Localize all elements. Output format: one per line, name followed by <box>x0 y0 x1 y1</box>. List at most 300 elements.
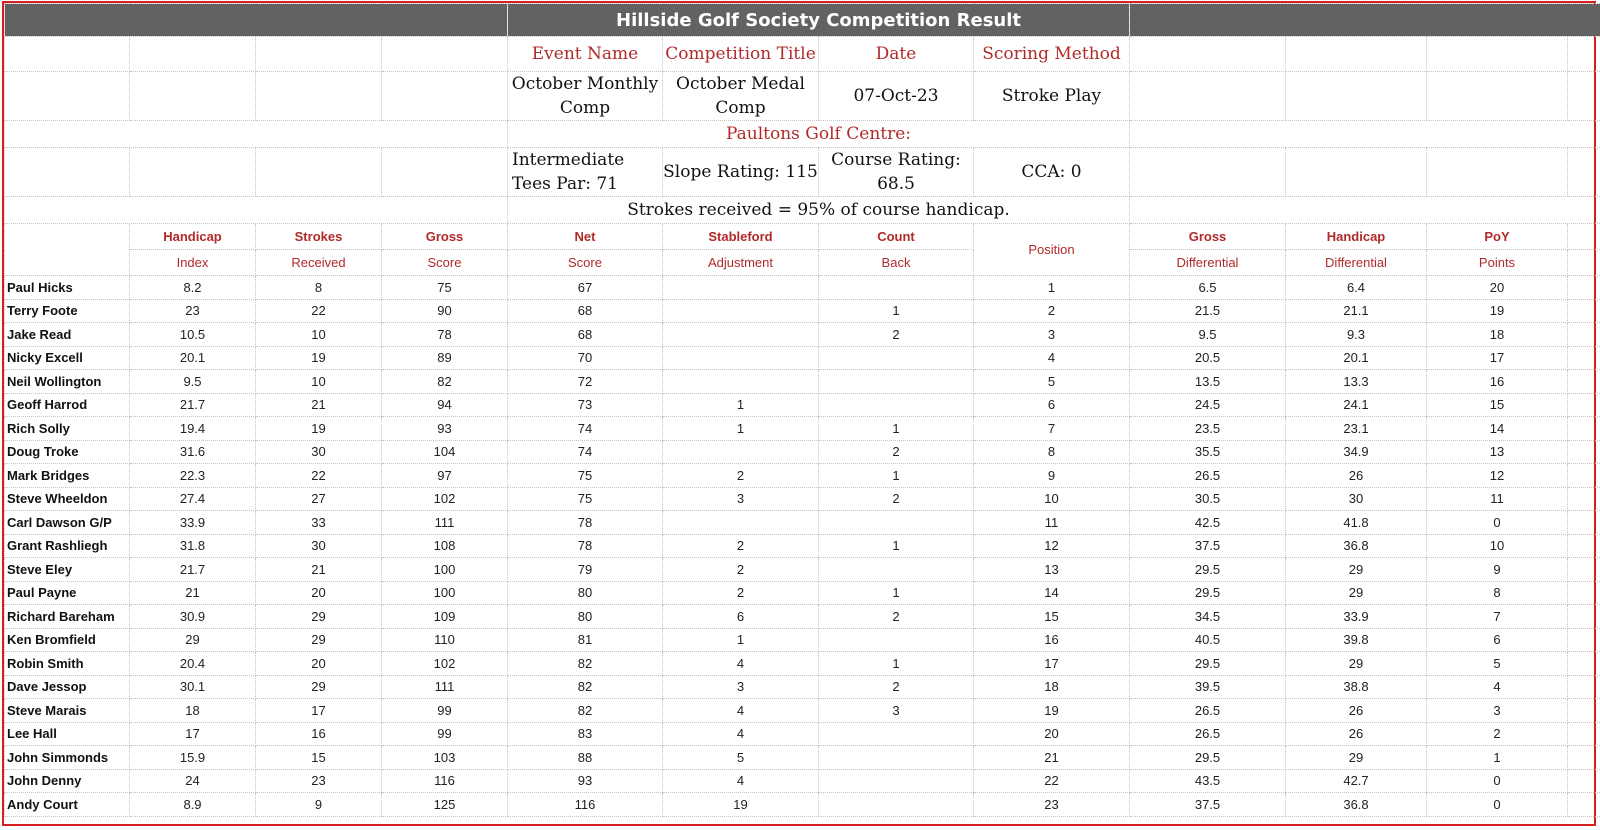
handicap-differential-cell[interactable]: 41.8 <box>1286 511 1427 535</box>
stableford-adjustment-cell[interactable] <box>663 276 819 300</box>
handicap-index-cell[interactable]: 17 <box>130 722 256 746</box>
gross-diff-subheader[interactable]: Differential <box>1130 250 1286 276</box>
cca-value[interactable]: CCA: 0 <box>974 148 1130 197</box>
gross-score-subheader[interactable]: Score <box>382 250 508 276</box>
handicap-differential-cell[interactable]: 26 <box>1286 699 1427 723</box>
handicap-differential-cell[interactable]: 13.3 <box>1286 370 1427 394</box>
stableford-header[interactable]: Stableford <box>663 224 819 250</box>
strokes-received-cell[interactable]: 17 <box>256 699 382 723</box>
handicap-index-cell[interactable]: 20.1 <box>130 346 256 370</box>
handicap-differential-cell[interactable]: 33.9 <box>1286 605 1427 629</box>
handicap-index-cell[interactable]: 21.7 <box>130 558 256 582</box>
handicap-index-cell[interactable]: 21.7 <box>130 393 256 417</box>
net-score-cell[interactable]: 116 <box>508 793 663 817</box>
poy-points-cell[interactable]: 9 <box>1427 558 1568 582</box>
player-name-cell[interactable]: John Denny <box>5 769 130 793</box>
scoring-method-header[interactable]: Scoring Method <box>974 37 1130 72</box>
handicap-differential-cell[interactable]: 36.8 <box>1286 793 1427 817</box>
gross-score-header[interactable]: Gross <box>382 224 508 250</box>
gross-differential-cell[interactable]: 23.5 <box>1130 417 1286 441</box>
stableford-adjustment-cell[interactable]: 2 <box>663 581 819 605</box>
gross-score-cell[interactable]: 111 <box>382 511 508 535</box>
player-name-cell[interactable]: Paul Hicks <box>5 276 130 300</box>
gross-differential-cell[interactable]: 21.5 <box>1130 299 1286 323</box>
handicap-differential-cell[interactable]: 36.8 <box>1286 534 1427 558</box>
player-name-cell[interactable]: Richard Bareham <box>5 605 130 629</box>
gross-score-cell[interactable]: 100 <box>382 558 508 582</box>
stableford-adjustment-cell[interactable]: 4 <box>663 699 819 723</box>
handicap-differential-cell[interactable]: 38.8 <box>1286 675 1427 699</box>
count-back-cell[interactable] <box>819 793 974 817</box>
poy-points-cell[interactable]: 10 <box>1427 534 1568 558</box>
player-name-cell[interactable]: Neil Wollington <box>5 370 130 394</box>
net-score-cell[interactable]: 80 <box>508 605 663 629</box>
empty-cell[interactable] <box>1568 511 1600 535</box>
handicap-differential-cell[interactable]: 26 <box>1286 464 1427 488</box>
count-back-cell[interactable]: 1 <box>819 417 974 441</box>
strokes-received-cell[interactable]: 21 <box>256 558 382 582</box>
stableford-adjustment-cell[interactable]: 1 <box>663 628 819 652</box>
poy-points-cell[interactable]: 15 <box>1427 393 1568 417</box>
gross-differential-cell[interactable]: 26.5 <box>1130 464 1286 488</box>
competition-title-header[interactable]: Competition Title <box>663 37 819 72</box>
player-name-cell[interactable]: Steve Marais <box>5 699 130 723</box>
count-back-cell[interactable] <box>819 511 974 535</box>
poy-points-cell[interactable]: 14 <box>1427 417 1568 441</box>
handicap-index-cell[interactable]: 27.4 <box>130 487 256 511</box>
gross-score-cell[interactable]: 110 <box>382 628 508 652</box>
player-name-cell[interactable]: Steve Wheeldon <box>5 487 130 511</box>
net-score-cell[interactable]: 80 <box>508 581 663 605</box>
count-back-cell[interactable]: 1 <box>819 534 974 558</box>
stableford-adjustment-cell[interactable] <box>663 511 819 535</box>
count-back-cell[interactable]: 1 <box>819 581 974 605</box>
position-cell[interactable]: 9 <box>974 464 1130 488</box>
gross-score-cell[interactable]: 99 <box>382 722 508 746</box>
venue-name[interactable]: Paultons Golf Centre: <box>508 121 1130 148</box>
handicap-index-cell[interactable]: 21 <box>130 581 256 605</box>
gross-differential-cell[interactable]: 35.5 <box>1130 440 1286 464</box>
handicap-differential-cell[interactable]: 39.8 <box>1286 628 1427 652</box>
empty-cell[interactable] <box>1568 487 1600 511</box>
strokes-received-header[interactable]: Strokes <box>256 224 382 250</box>
handicap-differential-cell[interactable]: 21.1 <box>1286 299 1427 323</box>
gross-differential-cell[interactable]: 43.5 <box>1130 769 1286 793</box>
empty-cell[interactable] <box>1568 675 1600 699</box>
count-back-cell[interactable] <box>819 346 974 370</box>
count-back-cell[interactable] <box>819 370 974 394</box>
handicap-index-cell[interactable]: 30.9 <box>130 605 256 629</box>
poy-points-cell[interactable]: 2 <box>1427 722 1568 746</box>
net-score-cell[interactable]: 82 <box>508 652 663 676</box>
event-name-value[interactable]: October Monthly Comp <box>508 72 663 121</box>
handicap-index-cell[interactable]: 24 <box>130 769 256 793</box>
poy-points-cell[interactable]: 19 <box>1427 299 1568 323</box>
position-cell[interactable]: 14 <box>974 581 1130 605</box>
strokes-received-cell[interactable]: 29 <box>256 675 382 699</box>
net-score-cell[interactable]: 68 <box>508 299 663 323</box>
poy-subheader[interactable]: Points <box>1427 250 1568 276</box>
strokes-received-cell[interactable]: 9 <box>256 793 382 817</box>
empty-cell[interactable] <box>1568 581 1600 605</box>
count-back-cell[interactable] <box>819 276 974 300</box>
name-header-cell[interactable] <box>5 224 130 276</box>
handicap-index-cell[interactable]: 31.6 <box>130 440 256 464</box>
stableford-subheader[interactable]: Adjustment <box>663 250 819 276</box>
gross-differential-cell[interactable]: 37.5 <box>1130 793 1286 817</box>
gross-differential-cell[interactable]: 20.5 <box>1130 346 1286 370</box>
net-score-cell[interactable]: 93 <box>508 769 663 793</box>
count-back-cell[interactable] <box>819 628 974 652</box>
net-score-cell[interactable]: 88 <box>508 746 663 770</box>
poy-points-cell[interactable]: 3 <box>1427 699 1568 723</box>
empty-cell[interactable] <box>1568 299 1600 323</box>
gross-differential-cell[interactable]: 40.5 <box>1130 628 1286 652</box>
player-name-cell[interactable]: Ken Bromfield <box>5 628 130 652</box>
stableford-adjustment-cell[interactable]: 2 <box>663 534 819 558</box>
strokes-received-cell[interactable]: 23 <box>256 769 382 793</box>
handicap-differential-cell[interactable]: 34.9 <box>1286 440 1427 464</box>
position-cell[interactable]: 15 <box>974 605 1130 629</box>
gross-score-cell[interactable]: 82 <box>382 370 508 394</box>
empty-cell[interactable] <box>1568 393 1600 417</box>
handicap-differential-cell[interactable]: 30 <box>1286 487 1427 511</box>
gross-score-cell[interactable]: 90 <box>382 299 508 323</box>
handicap-index-cell[interactable]: 15.9 <box>130 746 256 770</box>
count-back-header[interactable]: Count <box>819 224 974 250</box>
position-cell[interactable]: 21 <box>974 746 1130 770</box>
count-back-cell[interactable]: 2 <box>819 487 974 511</box>
stableford-adjustment-cell[interactable] <box>663 440 819 464</box>
stableford-adjustment-cell[interactable] <box>663 323 819 347</box>
empty-cell[interactable] <box>1568 346 1600 370</box>
net-score-cell[interactable]: 83 <box>508 722 663 746</box>
gross-differential-cell[interactable]: 42.5 <box>1130 511 1286 535</box>
handicap-index-cell[interactable]: 23 <box>130 299 256 323</box>
gross-score-cell[interactable]: 104 <box>382 440 508 464</box>
empty-cell[interactable] <box>1568 323 1600 347</box>
stableford-adjustment-cell[interactable]: 2 <box>663 558 819 582</box>
handicap-index-cell[interactable]: 8.2 <box>130 276 256 300</box>
handicap-index-cell[interactable]: 19.4 <box>130 417 256 441</box>
handicap-index-cell[interactable]: 9.5 <box>130 370 256 394</box>
player-name-cell[interactable]: Rich Solly <box>5 417 130 441</box>
net-score-cell[interactable]: 68 <box>508 323 663 347</box>
handicap-differential-cell[interactable]: 20.1 <box>1286 346 1427 370</box>
handicap-differential-cell[interactable]: 29 <box>1286 652 1427 676</box>
gross-differential-cell[interactable]: 39.5 <box>1130 675 1286 699</box>
handicap-differential-cell[interactable]: 29 <box>1286 558 1427 582</box>
poy-points-cell[interactable]: 0 <box>1427 511 1568 535</box>
strokes-received-cell[interactable]: 30 <box>256 440 382 464</box>
player-name-cell[interactable]: Geoff Harrod <box>5 393 130 417</box>
stableford-adjustment-cell[interactable] <box>663 370 819 394</box>
player-name-cell[interactable]: Doug Troke <box>5 440 130 464</box>
stableford-adjustment-cell[interactable]: 3 <box>663 675 819 699</box>
gross-score-cell[interactable]: 111 <box>382 675 508 699</box>
stableford-adjustment-cell[interactable]: 19 <box>663 793 819 817</box>
strokes-received-cell[interactable]: 19 <box>256 346 382 370</box>
handicap-index-header[interactable]: Handicap <box>130 224 256 250</box>
handicap-index-cell[interactable]: 22.3 <box>130 464 256 488</box>
empty-cell[interactable] <box>1568 699 1600 723</box>
player-name-cell[interactable]: Robin Smith <box>5 652 130 676</box>
strokes-received-cell[interactable]: 30 <box>256 534 382 558</box>
position-cell[interactable]: 23 <box>974 793 1130 817</box>
net-score-cell[interactable]: 82 <box>508 699 663 723</box>
date-header[interactable]: Date <box>819 37 974 72</box>
net-score-cell[interactable]: 74 <box>508 417 663 441</box>
handicap-differential-cell[interactable]: 23.1 <box>1286 417 1427 441</box>
count-back-cell[interactable]: 2 <box>819 675 974 699</box>
stableford-adjustment-cell[interactable]: 4 <box>663 722 819 746</box>
poy-points-cell[interactable]: 6 <box>1427 628 1568 652</box>
poy-header[interactable]: PoY <box>1427 224 1568 250</box>
gross-differential-cell[interactable]: 24.5 <box>1130 393 1286 417</box>
position-cell[interactable]: 18 <box>974 675 1130 699</box>
handicap-differential-cell[interactable]: 26 <box>1286 722 1427 746</box>
position-cell[interactable]: 12 <box>974 534 1130 558</box>
poy-points-cell[interactable]: 12 <box>1427 464 1568 488</box>
strokes-received-cell[interactable]: 10 <box>256 370 382 394</box>
empty-cell[interactable] <box>1568 628 1600 652</box>
count-back-cell[interactable]: 1 <box>819 299 974 323</box>
position-cell[interactable]: 17 <box>974 652 1130 676</box>
handicap-differential-cell[interactable]: 29 <box>1286 746 1427 770</box>
gross-score-cell[interactable]: 102 <box>382 487 508 511</box>
poy-points-cell[interactable]: 20 <box>1427 276 1568 300</box>
net-score-cell[interactable]: 75 <box>508 464 663 488</box>
position-cell[interactable]: 1 <box>974 276 1130 300</box>
player-name-cell[interactable]: Paul Payne <box>5 581 130 605</box>
gross-differential-cell[interactable]: 26.5 <box>1130 699 1286 723</box>
count-back-cell[interactable]: 2 <box>819 440 974 464</box>
poy-points-cell[interactable]: 16 <box>1427 370 1568 394</box>
count-back-cell[interactable]: 2 <box>819 605 974 629</box>
gross-differential-cell[interactable]: 26.5 <box>1130 722 1286 746</box>
strokes-received-cell[interactable]: 15 <box>256 746 382 770</box>
net-score-cell[interactable]: 72 <box>508 370 663 394</box>
position-cell[interactable]: 2 <box>974 299 1130 323</box>
scoring-method-value[interactable]: Stroke Play <box>974 72 1130 121</box>
tees-par[interactable]: Intermediate Tees Par: 71 <box>508 148 663 197</box>
poy-points-cell[interactable]: 8 <box>1427 581 1568 605</box>
player-name-cell[interactable]: Andy Court <box>5 793 130 817</box>
count-back-cell[interactable]: 1 <box>819 652 974 676</box>
poy-points-cell[interactable]: 4 <box>1427 675 1568 699</box>
gross-differential-cell[interactable]: 29.5 <box>1130 746 1286 770</box>
empty-cell[interactable] <box>1568 370 1600 394</box>
gross-differential-cell[interactable]: 29.5 <box>1130 581 1286 605</box>
gross-differential-cell[interactable]: 6.5 <box>1130 276 1286 300</box>
count-back-cell[interactable] <box>819 558 974 582</box>
count-back-subheader[interactable]: Back <box>819 250 974 276</box>
stableford-adjustment-cell[interactable] <box>663 299 819 323</box>
position-cell[interactable]: 11 <box>974 511 1130 535</box>
strokes-note[interactable]: Strokes received = 95% of course handicap. <box>508 197 1130 224</box>
stableford-adjustment-cell[interactable]: 1 <box>663 417 819 441</box>
net-score-cell[interactable]: 82 <box>508 675 663 699</box>
stableford-adjustment-cell[interactable] <box>663 346 819 370</box>
event-name-header[interactable]: Event Name <box>508 37 663 72</box>
slope-rating[interactable]: Slope Rating: 115 <box>663 148 819 197</box>
position-cell[interactable]: 19 <box>974 699 1130 723</box>
course-rating[interactable]: Course Rating: 68.5 <box>819 148 974 197</box>
stableford-adjustment-cell[interactable]: 2 <box>663 464 819 488</box>
empty-cell[interactable] <box>1568 558 1600 582</box>
strokes-received-cell[interactable]: 29 <box>256 605 382 629</box>
handicap-differential-cell[interactable]: 24.1 <box>1286 393 1427 417</box>
gross-diff-header[interactable]: Gross <box>1130 224 1286 250</box>
player-name-cell[interactable]: Terry Foote <box>5 299 130 323</box>
stableford-adjustment-cell[interactable]: 4 <box>663 652 819 676</box>
player-name-cell[interactable]: John Simmonds <box>5 746 130 770</box>
handicap-differential-cell[interactable]: 42.7 <box>1286 769 1427 793</box>
handicap-index-cell[interactable]: 31.8 <box>130 534 256 558</box>
poy-points-cell[interactable]: 18 <box>1427 323 1568 347</box>
handicap-differential-cell[interactable]: 9.3 <box>1286 323 1427 347</box>
gross-score-cell[interactable]: 100 <box>382 581 508 605</box>
position-cell[interactable]: 13 <box>974 558 1130 582</box>
gross-score-cell[interactable]: 97 <box>382 464 508 488</box>
handicap-index-cell[interactable]: 30.1 <box>130 675 256 699</box>
position-cell[interactable]: 6 <box>974 393 1130 417</box>
net-score-cell[interactable]: 81 <box>508 628 663 652</box>
player-name-cell[interactable]: Nicky Excell <box>5 346 130 370</box>
net-score-cell[interactable]: 67 <box>508 276 663 300</box>
empty-cell[interactable] <box>1568 652 1600 676</box>
strokes-received-cell[interactable]: 29 <box>256 628 382 652</box>
net-score-cell[interactable]: 73 <box>508 393 663 417</box>
player-name-cell[interactable]: Carl Dawson G/P <box>5 511 130 535</box>
poy-points-cell[interactable]: 7 <box>1427 605 1568 629</box>
handicap-index-cell[interactable]: 8.9 <box>130 793 256 817</box>
gross-differential-cell[interactable]: 29.5 <box>1130 652 1286 676</box>
net-score-header[interactable]: Net <box>508 224 663 250</box>
gross-differential-cell[interactable]: 29.5 <box>1130 558 1286 582</box>
player-name-cell[interactable]: Grant Rashliegh <box>5 534 130 558</box>
gross-differential-cell[interactable]: 30.5 <box>1130 487 1286 511</box>
handicap-index-cell[interactable]: 29 <box>130 628 256 652</box>
gross-score-cell[interactable]: 102 <box>382 652 508 676</box>
strokes-received-cell[interactable]: 22 <box>256 299 382 323</box>
count-back-cell[interactable]: 1 <box>819 464 974 488</box>
gross-score-cell[interactable]: 103 <box>382 746 508 770</box>
position-cell[interactable]: 22 <box>974 769 1130 793</box>
gross-score-cell[interactable]: 125 <box>382 793 508 817</box>
empty-cell[interactable] <box>1568 440 1600 464</box>
player-name-cell[interactable]: Jake Read <box>5 323 130 347</box>
gross-score-cell[interactable]: 109 <box>382 605 508 629</box>
stableford-adjustment-cell[interactable]: 1 <box>663 393 819 417</box>
handicap-index-cell[interactable]: 10.5 <box>130 323 256 347</box>
stableford-adjustment-cell[interactable]: 4 <box>663 769 819 793</box>
empty-cell[interactable] <box>1568 605 1600 629</box>
empty-cell[interactable] <box>1568 722 1600 746</box>
handicap-index-cell[interactable]: 33.9 <box>130 511 256 535</box>
poy-points-cell[interactable]: 17 <box>1427 346 1568 370</box>
position-cell[interactable]: 3 <box>974 323 1130 347</box>
handicap-differential-cell[interactable]: 29 <box>1286 581 1427 605</box>
gross-differential-cell[interactable]: 37.5 <box>1130 534 1286 558</box>
empty-cell[interactable] <box>1568 534 1600 558</box>
gross-score-cell[interactable]: 94 <box>382 393 508 417</box>
net-score-subheader[interactable]: Score <box>508 250 663 276</box>
position-cell[interactable]: 8 <box>974 440 1130 464</box>
handicap-index-subheader[interactable]: Index <box>130 250 256 276</box>
poy-points-cell[interactable]: 5 <box>1427 652 1568 676</box>
position-cell[interactable]: 5 <box>974 370 1130 394</box>
net-score-cell[interactable]: 79 <box>508 558 663 582</box>
count-back-cell[interactable] <box>819 393 974 417</box>
gross-differential-cell[interactable]: 34.5 <box>1130 605 1286 629</box>
handicap-differential-cell[interactable]: 6.4 <box>1286 276 1427 300</box>
gross-score-cell[interactable]: 116 <box>382 769 508 793</box>
position-cell[interactable]: 4 <box>974 346 1130 370</box>
poy-points-cell[interactable]: 0 <box>1427 793 1568 817</box>
net-score-cell[interactable]: 78 <box>508 534 663 558</box>
gross-differential-cell[interactable]: 13.5 <box>1130 370 1286 394</box>
handicap-index-cell[interactable]: 20.4 <box>130 652 256 676</box>
poy-points-cell[interactable]: 11 <box>1427 487 1568 511</box>
gross-differential-cell[interactable]: 9.5 <box>1130 323 1286 347</box>
poy-points-cell[interactable]: 0 <box>1427 769 1568 793</box>
strokes-received-cell[interactable]: 33 <box>256 511 382 535</box>
stableford-adjustment-cell[interactable]: 5 <box>663 746 819 770</box>
net-score-cell[interactable]: 70 <box>508 346 663 370</box>
gross-score-cell[interactable]: 78 <box>382 323 508 347</box>
net-score-cell[interactable]: 75 <box>508 487 663 511</box>
strokes-received-cell[interactable]: 16 <box>256 722 382 746</box>
position-cell[interactable]: 20 <box>974 722 1130 746</box>
empty-cell[interactable] <box>1568 464 1600 488</box>
date-value[interactable]: 07-Oct-23 <box>819 72 974 121</box>
position-cell[interactable]: 16 <box>974 628 1130 652</box>
stableford-adjustment-cell[interactable]: 6 <box>663 605 819 629</box>
strokes-received-cell[interactable]: 10 <box>256 323 382 347</box>
empty-cell[interactable] <box>1568 746 1600 770</box>
count-back-cell[interactable] <box>819 746 974 770</box>
player-name-cell[interactable]: Mark Bridges <box>5 464 130 488</box>
gross-score-cell[interactable]: 89 <box>382 346 508 370</box>
handicap-index-cell[interactable]: 18 <box>130 699 256 723</box>
empty-cell[interactable] <box>1568 276 1600 300</box>
count-back-cell[interactable] <box>819 722 974 746</box>
position-header[interactable]: Position <box>974 224 1130 276</box>
handicap-diff-subheader[interactable]: Differential <box>1286 250 1427 276</box>
sheet-title[interactable]: Hillside Golf Society Competition Result <box>508 4 1130 37</box>
gross-score-cell[interactable]: 99 <box>382 699 508 723</box>
strokes-received-cell[interactable]: 22 <box>256 464 382 488</box>
strokes-received-cell[interactable]: 19 <box>256 417 382 441</box>
poy-points-cell[interactable]: 13 <box>1427 440 1568 464</box>
stableford-adjustment-cell[interactable]: 3 <box>663 487 819 511</box>
strokes-received-cell[interactable]: 8 <box>256 276 382 300</box>
gross-score-cell[interactable]: 93 <box>382 417 508 441</box>
net-score-cell[interactable]: 78 <box>508 511 663 535</box>
net-score-cell[interactable]: 74 <box>508 440 663 464</box>
gross-score-cell[interactable]: 108 <box>382 534 508 558</box>
empty-cell[interactable] <box>1568 417 1600 441</box>
count-back-cell[interactable]: 3 <box>819 699 974 723</box>
strokes-received-cell[interactable]: 27 <box>256 487 382 511</box>
empty-cell[interactable] <box>1568 793 1600 817</box>
handicap-diff-header[interactable]: Handicap <box>1286 224 1427 250</box>
count-back-cell[interactable] <box>819 769 974 793</box>
strokes-received-cell[interactable]: 21 <box>256 393 382 417</box>
player-name-cell[interactable]: Lee Hall <box>5 722 130 746</box>
position-cell[interactable]: 10 <box>974 487 1130 511</box>
